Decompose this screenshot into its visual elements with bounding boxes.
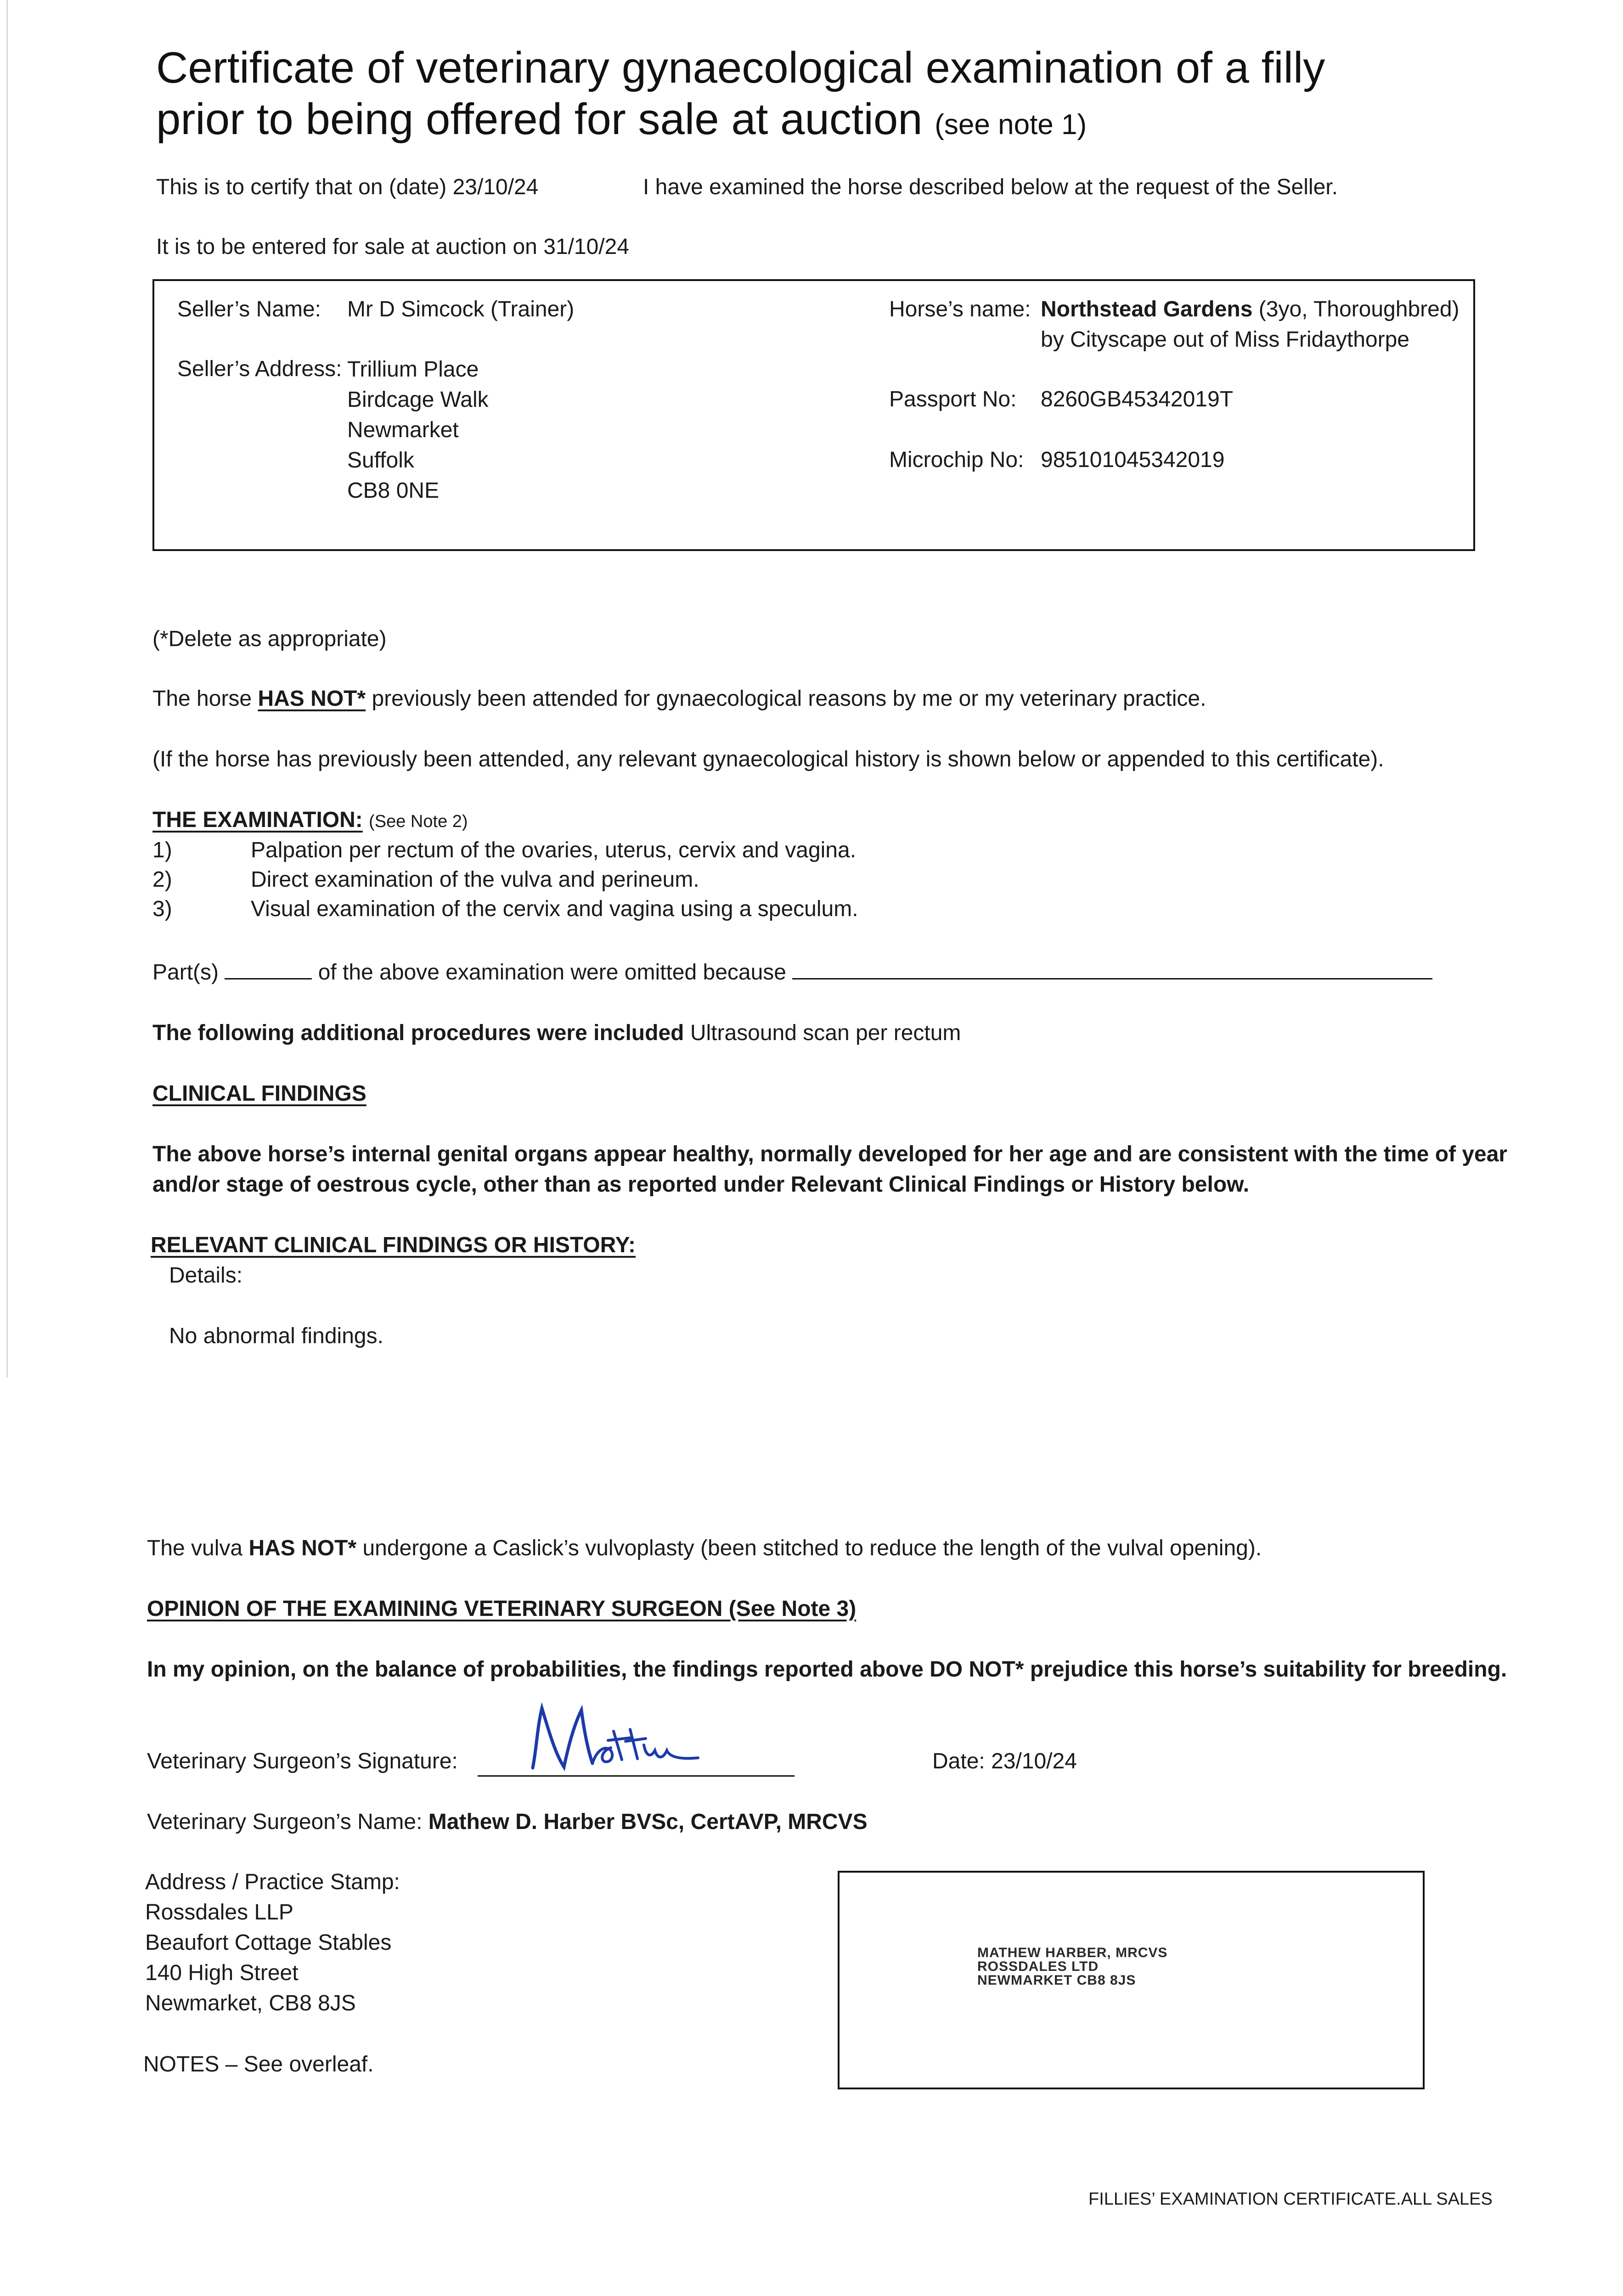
footer-text: FILLIES’ EXAMINATION CERTIFICATE.ALL SALES bbox=[1088, 2189, 1493, 2209]
delete-note: (*Delete as appropriate) bbox=[152, 627, 387, 651]
attended-suffix: previously been attended for gynaecological reasons by me or my veterinary practice. bbox=[372, 687, 1206, 711]
practice-line: 140 High Street bbox=[145, 1961, 299, 1985]
vulva-statement bbox=[147, 1534, 1262, 1563]
omitted-middle: of the above examination were omitted because bbox=[318, 960, 786, 985]
clinical-line-1: The above horse’s internal genital organs appear healthy, normally developed for her age and are consistent with the time of year bbox=[152, 1142, 1508, 1166]
title-line-2 bbox=[156, 94, 1325, 151]
seller-name-label: Seller’s Name: bbox=[177, 297, 321, 321]
seller-address bbox=[347, 355, 489, 506]
vulva-status: HAS NOT* bbox=[248, 1536, 357, 1560]
relevant-heading: RELEVANT CLINICAL FINDINGS OR HISTORY: bbox=[151, 1233, 636, 1257]
attended-prefix: The horse bbox=[152, 687, 252, 711]
stamp-line: MATHEW HARBER, MRCVS bbox=[977, 1945, 1168, 1960]
omitted-reason-blank bbox=[792, 960, 1432, 979]
examination-heading: THE EXAMINATION: bbox=[152, 808, 363, 832]
item-number: 2) bbox=[152, 867, 172, 892]
clinical-heading: CLINICAL FINDINGS bbox=[152, 1081, 366, 1106]
examination-note: (See Note 2) bbox=[369, 812, 468, 831]
seller-horse-box bbox=[152, 279, 1475, 551]
practice-stamp-box bbox=[838, 1871, 1425, 2089]
seller-address-line: Birdcage Walk bbox=[347, 388, 489, 412]
examined-text: I have examined the horse described below at the request of the Seller. bbox=[643, 175, 1338, 199]
microchip-label: Microchip No: bbox=[889, 448, 1024, 472]
additional-value: Ultrasound scan per rectum bbox=[690, 1021, 961, 1045]
passport-number: 8260GB45342019T bbox=[1041, 387, 1234, 411]
title-note: (see note 1) bbox=[935, 109, 1087, 141]
examination-list bbox=[152, 836, 858, 924]
practice-stamp bbox=[977, 1946, 1167, 1987]
surgeon-name: Mathew D. Harber BVSc, CertAVP, MRCVS bbox=[428, 1810, 868, 1834]
item-text: Palpation per rectum of the ovaries, uterus, cervix and vagina. bbox=[251, 838, 857, 862]
examination-heading-row bbox=[152, 805, 468, 836]
attended-statement bbox=[152, 684, 1206, 714]
clinical-line-2: and/or stage of oestrous cycle, other than as reported under Relevant Clinical Findings or History below. bbox=[152, 1172, 1250, 1197]
page-edge bbox=[6, 0, 8, 1378]
omitted-parts-blank bbox=[225, 960, 312, 979]
item-text: Visual examination of the cervix and vagina using a speculum. bbox=[251, 897, 858, 921]
additional-label: The following additional procedures were included bbox=[152, 1021, 684, 1045]
seller-address-line: CB8 0NE bbox=[347, 478, 440, 503]
attended-status: HAS NOT* bbox=[258, 687, 366, 711]
practice-line: Beaufort Cottage Stables bbox=[145, 1930, 392, 1955]
item-text: Direct examination of the vulva and perineum. bbox=[251, 867, 699, 892]
horse-name-label: Horse’s name: bbox=[889, 297, 1031, 321]
seller-address-line: Trillium Place bbox=[347, 357, 479, 382]
examination-item bbox=[152, 836, 858, 865]
seller-address-line: Newmarket bbox=[347, 418, 459, 442]
horse-name-row bbox=[1041, 295, 1460, 324]
omitted-prefix: Part(s) bbox=[152, 960, 219, 985]
details-text: No abnormal findings. bbox=[169, 1324, 383, 1348]
omitted-statement bbox=[152, 958, 1432, 987]
examination-item bbox=[152, 865, 858, 895]
microchip-number: 985101045342019 bbox=[1041, 448, 1225, 472]
seller-name: Mr D Simcock (Trainer) bbox=[347, 297, 575, 321]
seller-address-label: Seller’s Address: bbox=[177, 357, 342, 381]
horse-breeding: by Cityscape out of Miss Fridaythorpe bbox=[1041, 327, 1409, 352]
seller-address-line: Suffolk bbox=[347, 448, 414, 473]
page-title bbox=[156, 42, 1325, 151]
details-label: Details: bbox=[169, 1263, 243, 1288]
certify-date-text: This is to certify that on (date) 23/10/24 bbox=[156, 175, 539, 199]
passport-label: Passport No: bbox=[889, 387, 1017, 411]
practice-line: Rossdales LLP bbox=[145, 1900, 293, 1925]
stamp-line: NEWMARKET CB8 8JS bbox=[977, 1973, 1136, 1988]
surgeon-row bbox=[147, 1807, 868, 1837]
signature-mark bbox=[524, 1699, 716, 1777]
history-note: (If the horse has previously been attended, any relevant gynaecological history is shown below or appended to this certificate). bbox=[152, 747, 1384, 771]
signature-date: Date: 23/10/24 bbox=[932, 1749, 1077, 1773]
surgeon-label: Veterinary Surgeon’s Name: bbox=[147, 1810, 423, 1834]
horse-details: (3yo, Thoroughbred) bbox=[1258, 297, 1460, 321]
vulva-suffix: undergone a Caslick’s vulvoplasty (been stitched to reduce the length of the vulval opening). bbox=[362, 1536, 1262, 1560]
vulva-prefix: The vulva bbox=[147, 1536, 243, 1560]
title-line-1: Certificate of veterinary gynaecological examination of a filly bbox=[156, 43, 1325, 92]
horse-name: Northstead Gardens bbox=[1041, 297, 1253, 321]
item-number: 1) bbox=[152, 838, 172, 862]
practice-address bbox=[145, 1867, 400, 2019]
opinion-heading: OPINION OF THE EXAMINING VETERINARY SURGEON (See Note 3) bbox=[147, 1597, 857, 1621]
item-number: 3) bbox=[152, 897, 172, 921]
title-line-2-text: prior to being offered for sale at auction bbox=[156, 95, 923, 144]
auction-date-text: It is to be entered for sale at auction on 31/10/24 bbox=[156, 235, 630, 259]
practice-label: Address / Practice Stamp: bbox=[145, 1870, 400, 1894]
examination-item bbox=[152, 895, 858, 924]
stamp-line: ROSSDALES LTD bbox=[977, 1959, 1099, 1974]
additional-statement bbox=[152, 1019, 961, 1048]
practice-line: Newmarket, CB8 8JS bbox=[145, 1991, 356, 2015]
opinion-text: In my opinion, on the balance of probabilities, the findings reported above DO NOT* prejudice this horse’s suitability for breeding. bbox=[147, 1657, 1507, 1682]
notes-text: NOTES – See overleaf. bbox=[143, 2052, 374, 2077]
signature-label: Veterinary Surgeon’s Signature: bbox=[147, 1749, 458, 1773]
